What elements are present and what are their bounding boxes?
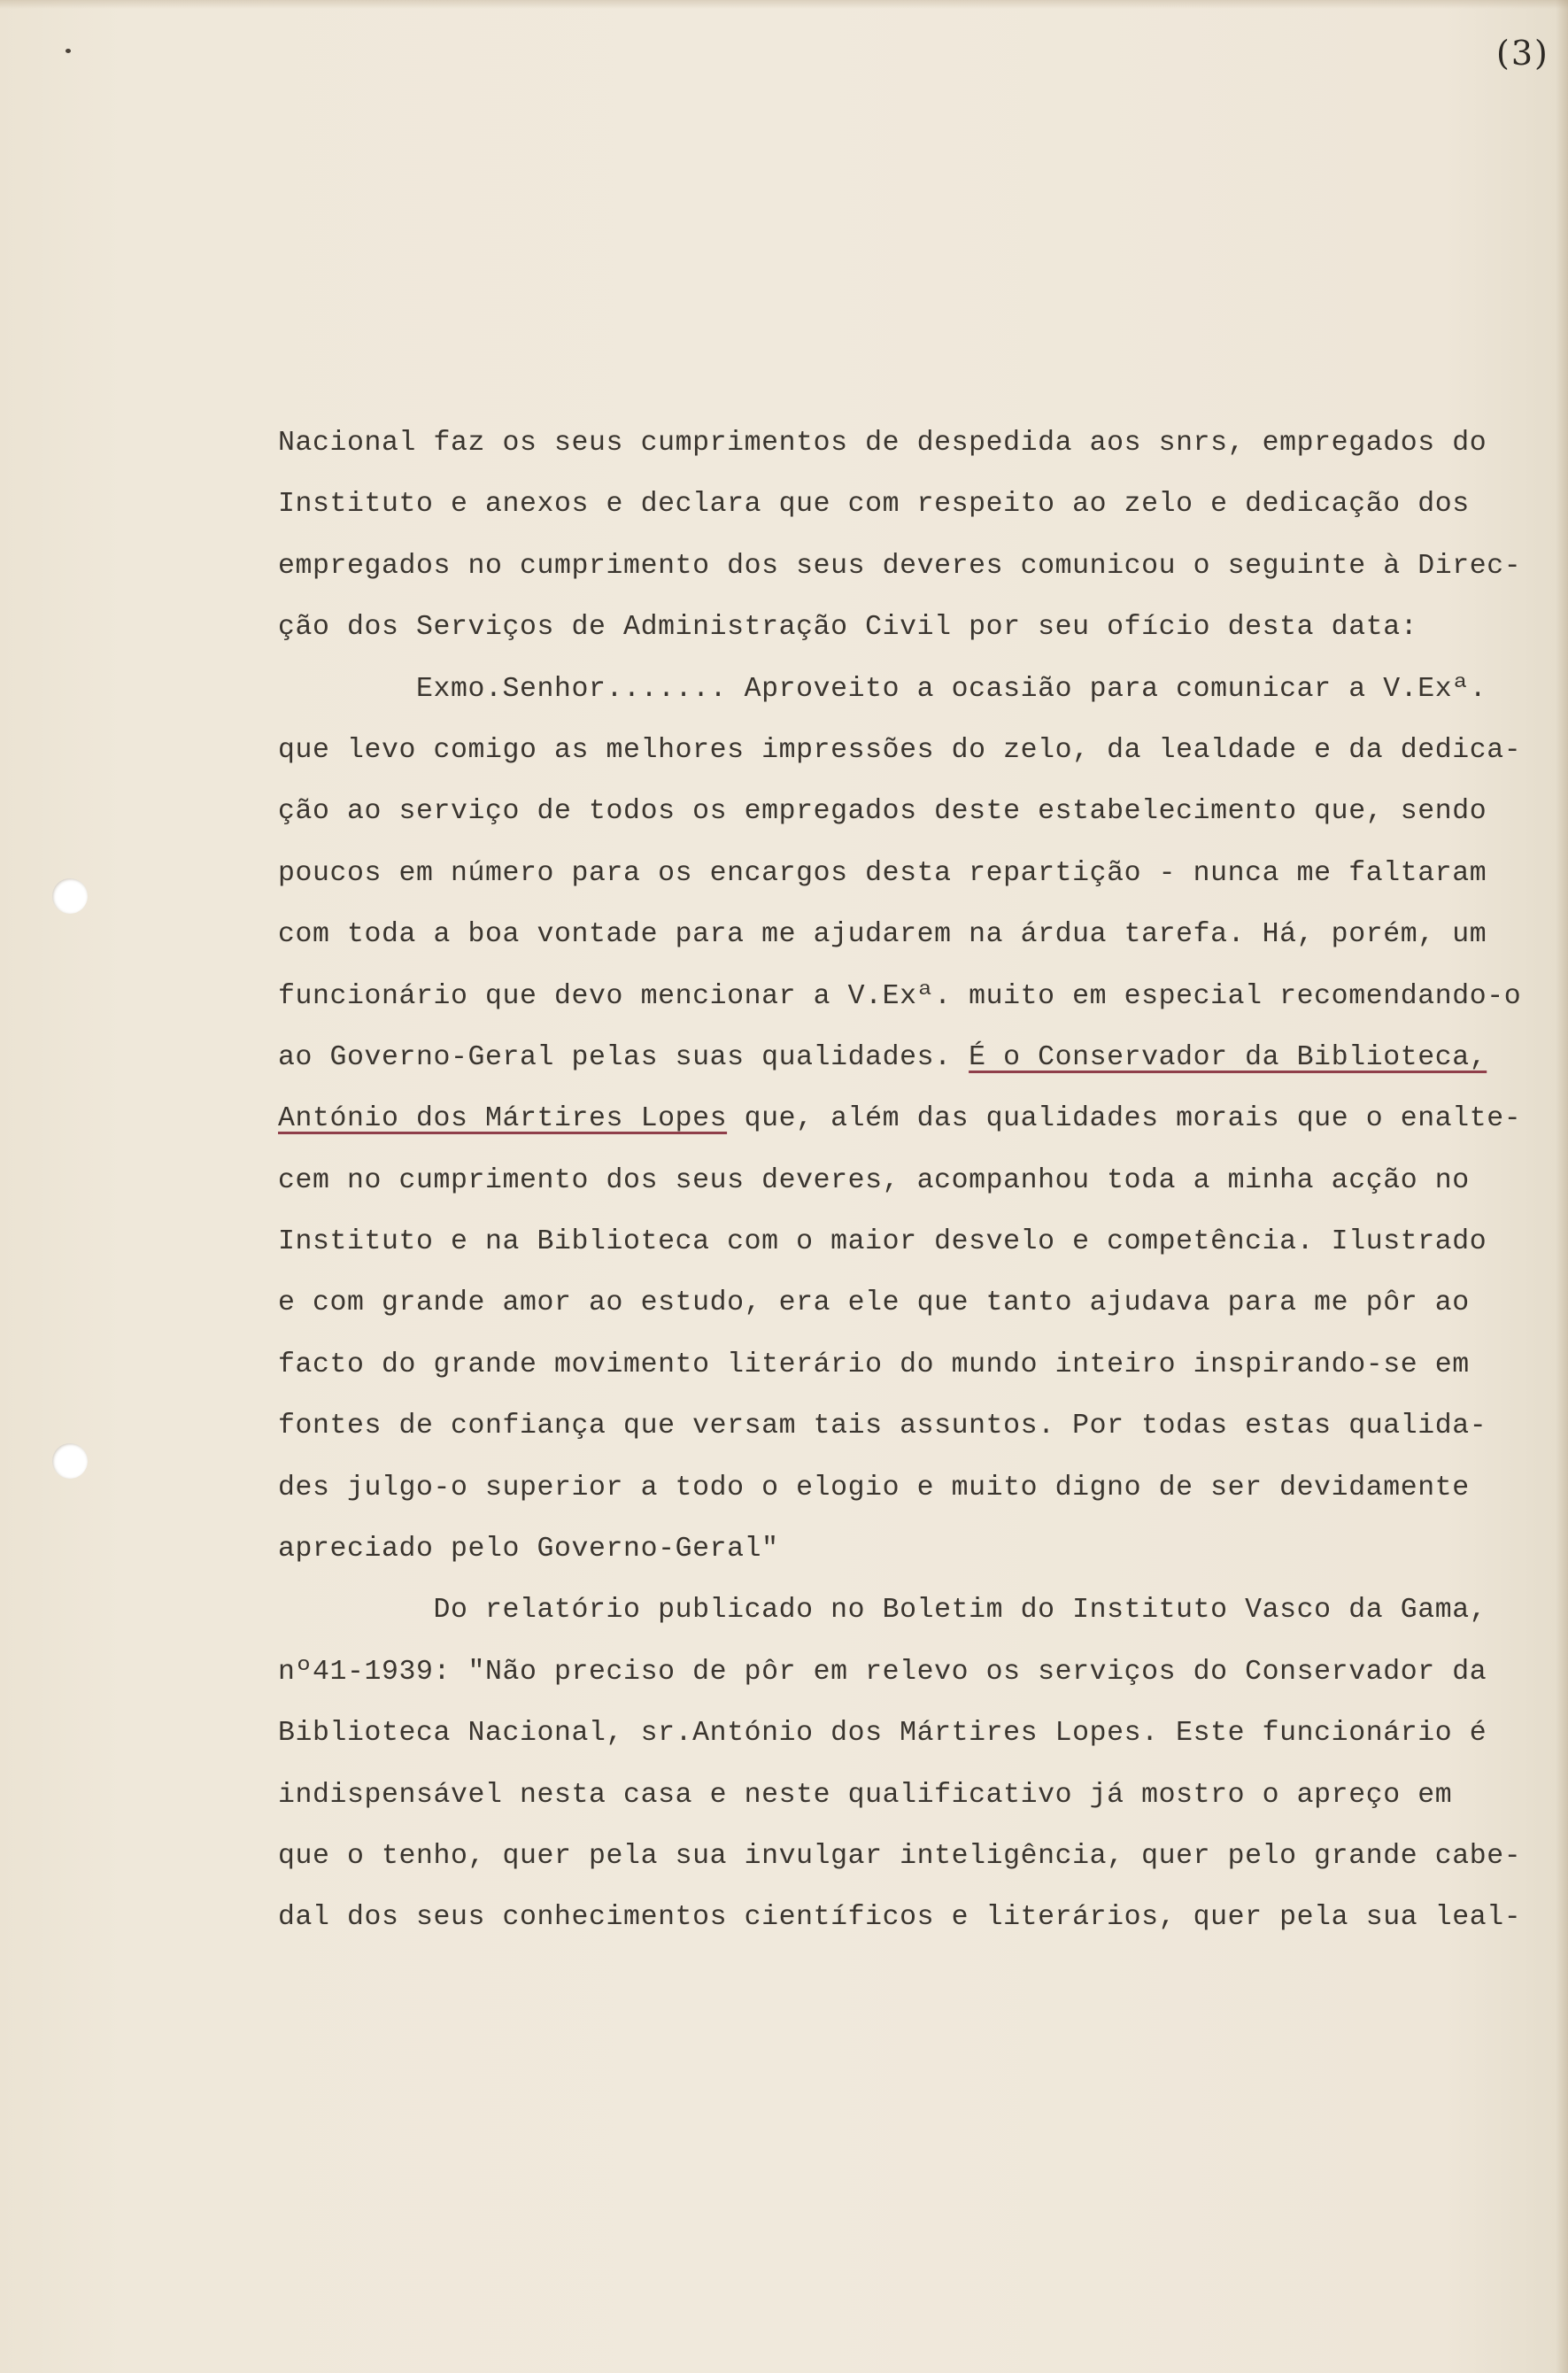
text-line: empregados no cumprimento dos seus deveres comunicou o seguinte à Direc-: [278, 550, 1522, 582]
text-line: [278, 1027, 1535, 1088]
text-line: que levo comigo as melhores impressões do zelo, da lealdade e da dedica-: [278, 734, 1522, 766]
typewritten-text-body: [278, 413, 1535, 1949]
text-line: e com grande amor ao estudo, era ele que tanto ajudava para me pôr ao: [278, 1287, 1470, 1319]
text-line: cem no cumprimento dos seus deveres, acompanhou toda a minha acção no: [278, 1164, 1470, 1196]
text-line: des julgo-o superior a todo o elogio e muito digno de ser devidamente: [278, 1472, 1470, 1503]
ink-speck: [66, 49, 71, 53]
punch-hole-lower: [52, 1443, 88, 1479]
text-line: Instituto e na Biblioteca com o maior desvelo e competência. Ilustrado: [278, 1226, 1487, 1258]
punch-hole-upper: [52, 878, 88, 914]
text-segment: que, além das qualidades morais que o enalte-: [727, 1103, 1522, 1135]
text-line: facto do grande movimento literário do mundo inteiro inspirando-se em: [278, 1349, 1470, 1380]
text-line: Nacional faz os seus cumprimentos de despedida aos snrs, empregados do: [278, 428, 1487, 459]
underlined-name: António dos Mártires Lopes: [278, 1103, 728, 1135]
text-line: poucos em número para os encargos desta repartição - nunca me faltaram: [278, 857, 1487, 889]
text-line: indispensável nesta casa e neste qualificativo já mostro o apreço em: [278, 1779, 1453, 1811]
text-line: Biblioteca Nacional, sr.António dos Mártires Lopes. Este funcionário é: [278, 1718, 1487, 1750]
text-line: funcionário que devo mencionar a V.Exª. muito em especial recomendando-o: [278, 980, 1522, 1012]
text-line: Exmo.Senhor....... Aproveito a ocasião para comunicar a V.Exª.: [278, 673, 1487, 705]
text-line: ção ao serviço de todos os empregados deste estabelecimento que, sendo: [278, 796, 1487, 828]
text-line: Instituto e anexos e declara que com respeito ao zelo e dedicação dos: [278, 489, 1470, 521]
text-line: ção dos Serviços de Administração Civil por seu ofício desta data:: [278, 612, 1418, 644]
text-line: fontes de confiança que versam tais assuntos. Por todas estas qualida-: [278, 1411, 1487, 1442]
text-line: Do relatório publicado no Boletim do Instituto Vasco da Gama,: [278, 1595, 1487, 1627]
text-line: que o tenho, quer pela sua invulgar inteligência, quer pelo grande cabe-: [278, 1840, 1522, 1872]
text-line: dal dos seus conhecimentos científicos e literários, quer pela sua leal-: [278, 1902, 1522, 1934]
text-line: com toda a boa vontade para me ajudarem na árdua tarefa. Há, porém, um: [278, 919, 1487, 951]
text-line: nº41-1939: "Não preciso de pôr em relevo os serviços do Conservador da: [278, 1656, 1487, 1688]
underlined-phrase: É o Conservador da Biblioteca,: [969, 1041, 1487, 1073]
text-line: apreciado pelo Governo-Geral": [278, 1534, 779, 1565]
text-segment: ao Governo-Geral pelas suas qualidades.: [278, 1041, 969, 1073]
paper-right-edge: [1556, 0, 1568, 2373]
paper-top-edge: [0, 0, 1568, 9]
page-number: (3): [1496, 34, 1549, 73]
text-line: [278, 1088, 1535, 1149]
